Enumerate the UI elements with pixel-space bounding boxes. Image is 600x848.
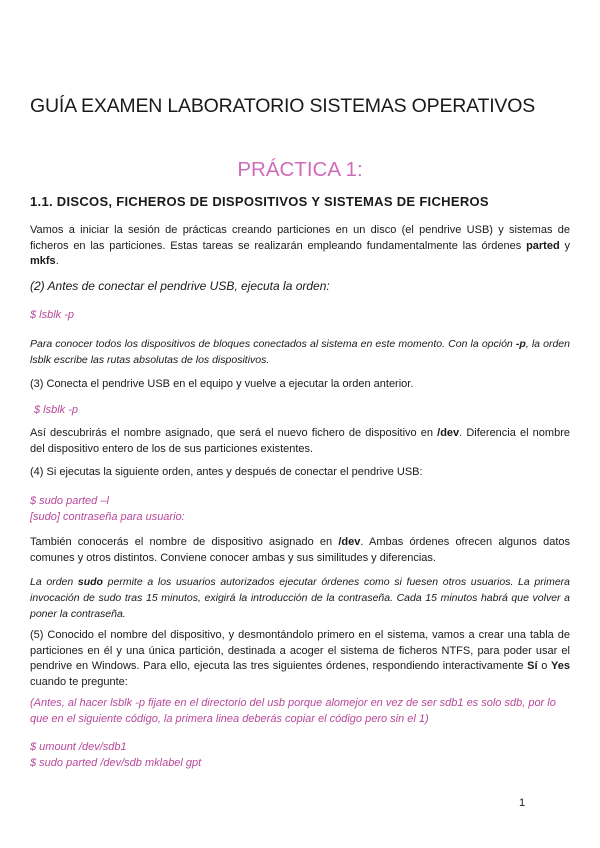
practica-heading: PRÁCTICA 1: — [237, 158, 363, 181]
note-lsblk-text-end: , la orden lsblk escribe las rutas absolutas de los dispositivos. — [30, 338, 570, 366]
paragraph-dev-text: Así descubrirás el nombre asignado, que será el nuevo fichero de dispositivo en — [30, 427, 438, 439]
note-sudo-cmd: sudo — [77, 576, 103, 588]
paragraph-dev — [30, 426, 570, 457]
note-lsblk-text: Para conocer todos los dispositivos de bloques conectados al sistema en este momento. Con la opción — [30, 338, 516, 350]
note-lsblk-option: -p — [515, 338, 526, 350]
document-title: GUÍA EXAMEN LABORATORIO SISTEMAS OPERATIVOS — [30, 95, 536, 117]
step-5-text-end: cuando te pregunte: — [30, 675, 128, 688]
paragraph-both-text: También conocerás el nombre de dispositivo asignado en — [30, 536, 339, 548]
intro-mkfs: mkfs — [30, 255, 56, 267]
note-sudo — [30, 574, 570, 622]
section-heading: 1.1. DISCOS, FICHEROS DE DISPOSITIVOS Y SISTEMAS DE FICHEROS — [30, 194, 489, 209]
page-number: 1 — [519, 797, 526, 809]
pink-note: (Antes, al hacer lsblk -p fijate en el directorio del usb porque alomejor en vez de ser sdb1 es solo sdb, por lo que en el siguiente código, la primera linea deberás copiar el código pero sin el 1) — [30, 697, 556, 725]
command-parted-l: $ sudo parted –l — [30, 495, 109, 507]
note-sudo-text: La orden — [30, 576, 78, 588]
command-umount: $ umount /dev/sdb1 — [30, 741, 127, 753]
intro-and: y — [559, 239, 570, 252]
intro-paragraph — [30, 223, 570, 270]
step-5-or: o — [537, 660, 552, 672]
step-2: (2) Antes de conectar el pendrive USB, ejecuta la orden: — [30, 279, 330, 293]
paragraph-both-text-end: . Ambas órdenes ofrecen algunos datos comunes y otros distintos. Conviene conocer ambas y sus similitudes y diferencias. — [30, 536, 570, 564]
step-5-yes: Yes — [551, 660, 571, 672]
intro-parted: parted — [526, 239, 560, 252]
step-5-text: (5) Conocido el nombre del dispositivo, y desmontándolo primero en el sistema, vamos a crear una tabla de particiones en él y una única partición, destinada a acoger el sistema de ficheros NTFS, para poder usar el pendrive en Windows. Para ello, ejecuta las tres siguientes órdenes, respondiendo interactivamente — [30, 629, 570, 672]
paragraph-both-dev: /dev — [338, 536, 361, 548]
intro-period: . — [55, 255, 59, 267]
note-sudo-text-end: permite a los usuarios autorizados ejecutar órdenes como si fuesen otros usuarios. La primera invocación de sudo tras 15 minutos, exigirá la introducción de la contraseña. Cada 15 minutos habrá que volver a poner la contraseña. — [30, 576, 570, 620]
sudo-prompt: [sudo] contraseña para usuario: — [30, 511, 185, 523]
paragraph-both-commands — [30, 535, 570, 566]
paragraph-dev-path: /dev — [437, 427, 460, 439]
command-mklabel: $ sudo parted /dev/sdb mklabel gpt — [30, 757, 202, 769]
step-5 — [30, 628, 570, 690]
note-lsblk — [30, 336, 570, 368]
command-lsblk-1: $ lsblk -p — [30, 309, 75, 321]
step-3: (3) Conecta el pendrive USB en el equipo y vuelve a ejecutar la orden anterior. — [30, 378, 414, 390]
step-4: (4) Si ejecutas la siguiente orden, antes y después de conectar el pendrive USB: — [30, 466, 423, 478]
paragraph-dev-text-end: . Diferencia el nombre del dispositivo entero de los de sus particiones existentes. — [30, 427, 570, 455]
intro-text: Vamos a iniciar la sesión de prácticas creando particiones en un disco (el pendrive USB) y sistemas de ficheros en las particiones. Estas tareas se realizarán empleando fundamentalmente las órdenes — [30, 224, 570, 252]
step-5-si: Sí — [527, 660, 538, 672]
command-lsblk-2: $ lsblk -p — [34, 404, 79, 416]
